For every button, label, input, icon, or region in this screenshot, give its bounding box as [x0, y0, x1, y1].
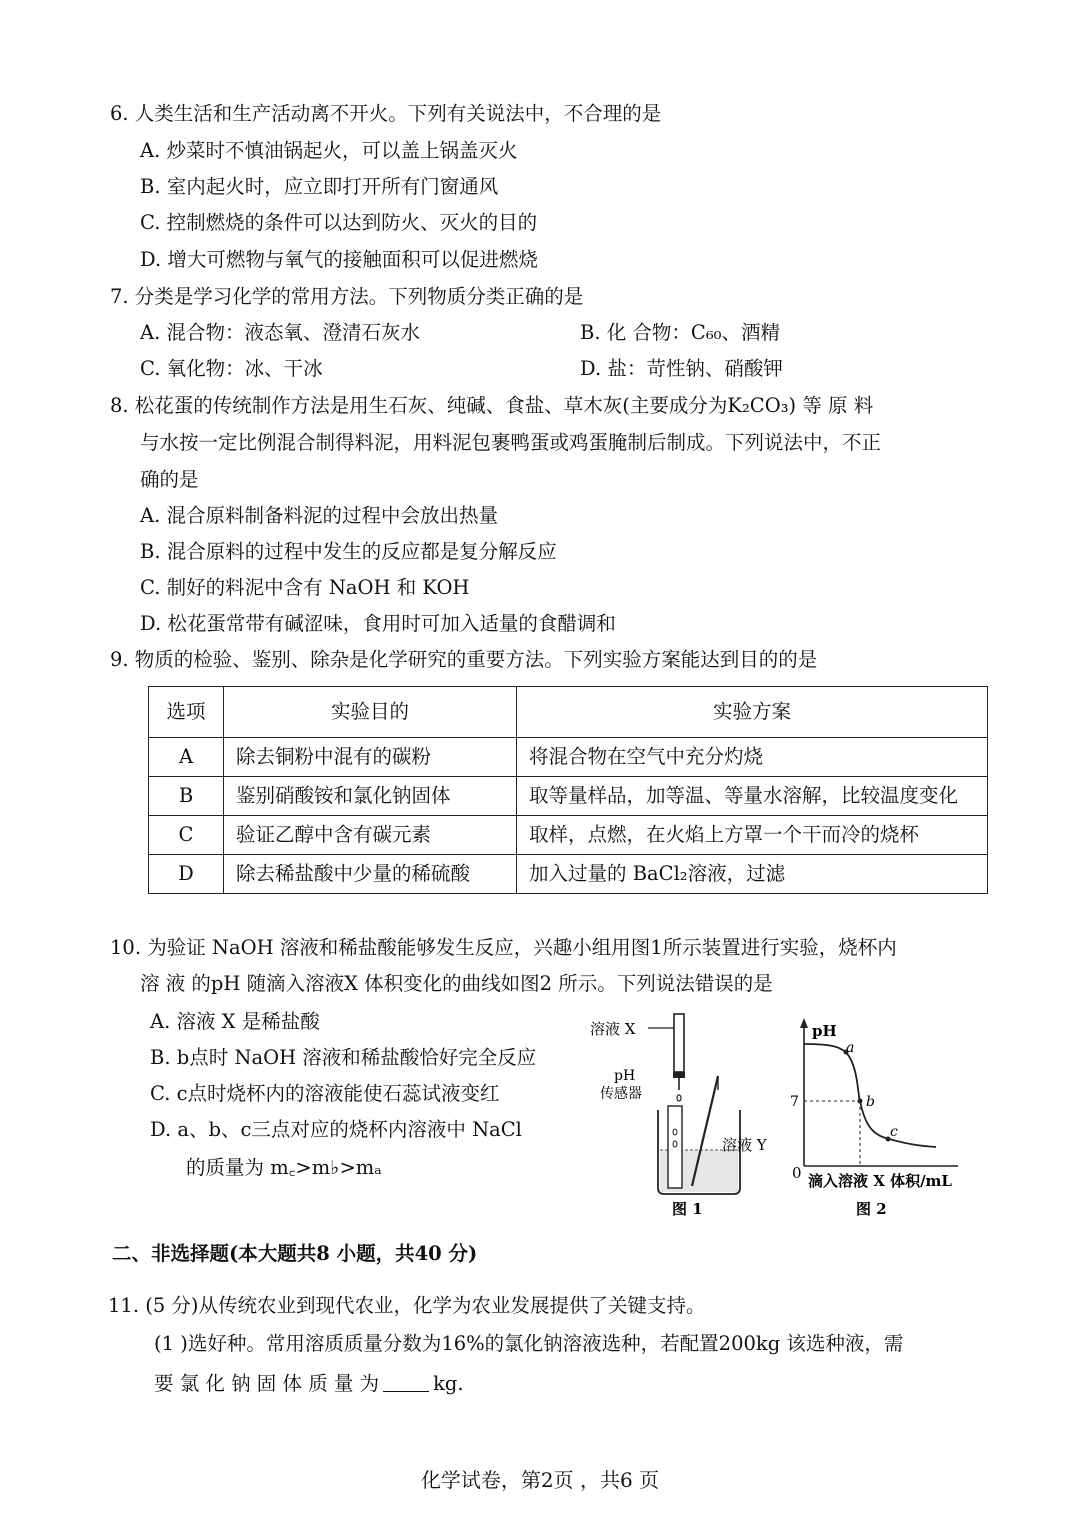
table-cell-option: B [149, 777, 224, 816]
point-a-label: a [846, 1040, 855, 1056]
q8-stem-line2: 与水按一定比例混合制得料泥，用料泥包裹鸭蛋或鸡蛋腌制后制成。下列说法中，不正 [140, 431, 882, 454]
q11-part1-text: 要 氯 化 钠 固 体 质 量 为 [154, 1372, 380, 1395]
point-c-label: c [890, 1124, 898, 1140]
tick-label-7: 7 [790, 1094, 799, 1110]
answer-blank[interactable] [383, 1371, 429, 1392]
label-sensor-name: 传感器 [600, 1086, 642, 1102]
q9-experiment-table [148, 686, 988, 894]
x-axis-label: 滴入溶液 X 体积/mL [808, 1172, 952, 1190]
q10-option-d-line2: 的质量为 m꜀>m♭>mₐ [186, 1156, 382, 1179]
figure-2-ph-chart [790, 1014, 980, 1220]
table-cell-option: D [149, 855, 224, 894]
page-footer: 化学试卷，第2页 ，共6 页 [420, 1468, 660, 1492]
q10-stem-line1: 10. 为验证 NaOH 溶液和稀盐酸能够发生反应，兴趣小组用图1所示装置进行实验，烧杯内 [110, 936, 897, 959]
table-cell-plan: 取样，点燃，在火焰上方罩一个干而冷的烧杯 [517, 816, 988, 855]
table-cell-plan: 将混合物在空气中充分灼烧 [517, 738, 988, 777]
q6-option-a: A. 炒菜时不慎油锅起火，可以盖上锅盖灭火 [140, 139, 518, 162]
table-row [149, 855, 988, 894]
label-solution-y: 溶液 Y [722, 1136, 767, 1154]
q8-stem-line3: 确的是 [140, 468, 199, 491]
label-solution-x: 溶液 X [590, 1020, 636, 1038]
table-row [149, 738, 988, 777]
q7-option-b: B. 化 合物：C₆₀、酒精 [580, 321, 780, 344]
q11-stem: 11. (5 分)从传统农业到现代农业，化学为农业发展提供了关键支持。 [108, 1294, 706, 1317]
q6-option-b: B. 室内起火时，应立即打开所有门窗通风 [140, 175, 499, 198]
table-cell-option: C [149, 816, 224, 855]
section-heading: 二、非选择题(本大题共8 小题，共40 分) [112, 1242, 478, 1265]
q7-option-c: C. 氧化物：冰、干冰 [140, 357, 323, 380]
q8-option-b: B. 混合原料的过程中发生的反应都是复分解反应 [140, 540, 557, 563]
q6-stem: 6. 人类生活和生产活动离不开火。下列有关说法中，不合理的是 [110, 102, 662, 125]
burette-icon [674, 1014, 684, 1072]
table-row [149, 777, 988, 816]
table-header-plan: 实验方案 [517, 687, 988, 738]
figure-2-caption: 图 2 [856, 1200, 887, 1218]
table-cell-plan: 取等量样品，加等温、等量水溶解，比较温度变化 [517, 777, 988, 816]
q10-option-a: A. 溶液 X 是稀盐酸 [150, 1010, 320, 1033]
table-cell-plan: 加入过量的 BaCl₂溶液，过滤 [517, 855, 988, 894]
q6-option-c: C. 控制燃烧的条件可以达到防火、灭火的目的 [140, 211, 538, 234]
table-cell-purpose: 除去铜粉中混有的碳粉 [224, 738, 517, 777]
y-axis-arrow-icon [800, 1018, 808, 1028]
q10-stem-line2: 溶 液 的pH 随滴入溶液X 体积变化的曲线如图2 所示。下列说法错误的是 [140, 972, 773, 995]
point-b-marker [858, 1099, 863, 1104]
figure-1-apparatus [588, 1010, 788, 1220]
origin-label: 0 [792, 1164, 802, 1182]
q10-option-d-line1: D. a、b、c三点对应的烧杯内溶液中 NaCl [150, 1118, 522, 1141]
y-axis-label: pH [812, 1022, 837, 1040]
q7-option-a: A. 混合物：液态氧、澄清石灰水 [140, 321, 420, 344]
table-cell-purpose: 除去稀盐酸中少量的稀硫酸 [224, 855, 517, 894]
figure-1-caption: 图 1 [672, 1200, 703, 1218]
q11-part1-unit: kg. [433, 1372, 464, 1395]
q8-option-c: C. 制好的料泥中含有 NaOH 和 KOH [140, 576, 470, 599]
q10-option-c: C. c点时烧杯内的溶液能使石蕊试液变红 [150, 1082, 500, 1105]
q8-stem-line1: 8. 松花蛋的传统制作方法是用生石灰、纯碱、食盐、草木灰(主要成分为K₂CO₃) 等 原 料 [110, 394, 874, 417]
q8-option-a: A. 混合原料制备料泥的过程中会放出热量 [140, 504, 498, 527]
table-header-option: 选项 [149, 687, 224, 738]
point-b-label: b [866, 1094, 875, 1110]
q11-part1-line2 [154, 1370, 464, 1398]
q11-part1-line1: (1 )选好种。常用溶质质量分数为16%的氯化钠溶液选种，若配置200kg 该选种液，需 [154, 1332, 904, 1355]
q7-stem: 7. 分类是学习化学的常用方法。下列物质分类正确的是 [110, 285, 584, 308]
table-cell-option: A [149, 738, 224, 777]
table-header-row [149, 687, 988, 738]
q6-option-d: D. 增大可燃物与氧气的接触面积可以促进燃烧 [140, 248, 538, 271]
q10-option-b: B. b点时 NaOH 溶液和稀盐酸恰好完全反应 [150, 1046, 537, 1069]
q8-option-d: D. 松花蛋常带有碱涩味，食用时可加入适量的食醋调和 [140, 612, 616, 635]
table-row [149, 816, 988, 855]
table-cell-purpose: 鉴别硝酸铵和氯化钠固体 [224, 777, 517, 816]
q7-option-d: D. 盐：苛性钠、硝酸钾 [580, 357, 783, 380]
label-sensor-ph: pH [614, 1068, 636, 1084]
table-cell-purpose: 验证乙醇中含有碳元素 [224, 816, 517, 855]
table-header-purpose: 实验目的 [224, 687, 517, 738]
q9-stem: 9. 物质的检验、鉴别、除杂是化学研究的重要方法。下列实验方案能达到目的的是 [110, 648, 818, 671]
